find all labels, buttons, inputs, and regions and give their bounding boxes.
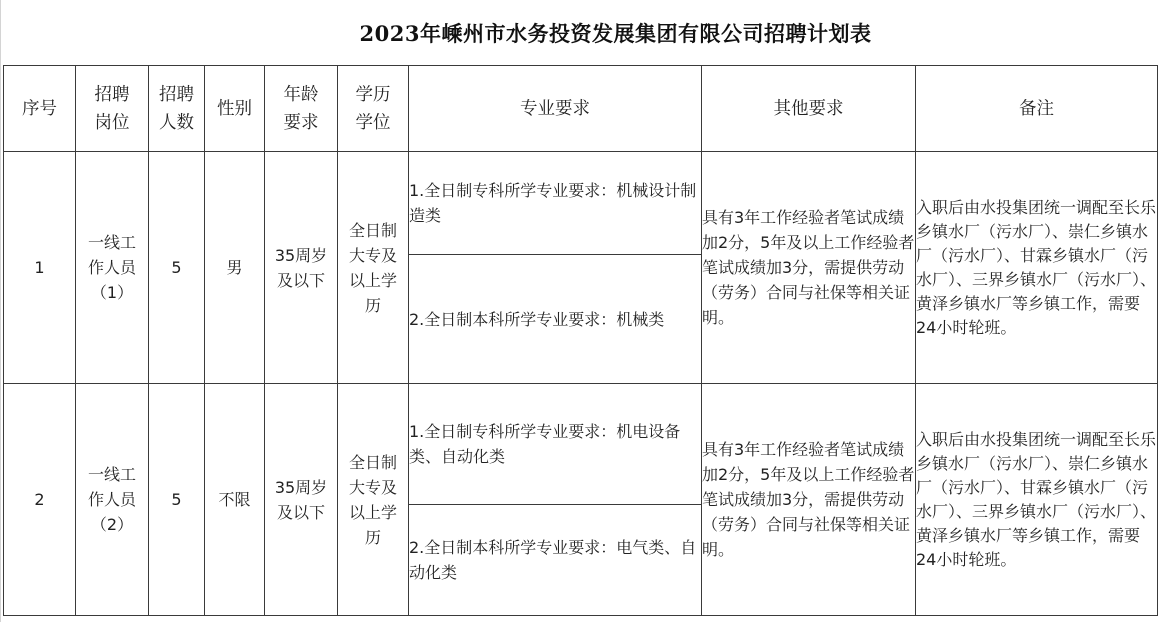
header-other: 其他要求 [702, 66, 916, 152]
header-seq: 序号 [4, 66, 76, 152]
header-notes: 备注 [916, 66, 1158, 152]
row-gender: 男 [205, 152, 265, 384]
row-other: 具有3年工作经验者笔试成绩加2分，5年及以上工作经验者笔试成绩加3分，需提供劳动（劳务）合同与社保等相关证明。 [702, 152, 916, 384]
table-row [4, 152, 1158, 255]
title-row [0, 0, 1161, 65]
row-count: 5 [149, 152, 205, 384]
row-count: 5 [149, 384, 205, 616]
row-major-1: 1.全日制专科所学专业要求：机械设计制造类 [409, 152, 702, 255]
header-major: 专业要求 [409, 66, 702, 152]
row-notes: 入职后由水投集团统一调配至长乐乡镇水厂（污水厂）、崇仁乡镇水厂（污水厂）、甘霖乡镇水厂（污水厂）、三界乡镇水厂（污水厂）、黄泽乡镇水厂等乡镇工作，需要24小时轮班。 [916, 152, 1158, 384]
header-row [4, 66, 1158, 152]
row-age: 35周岁 及以下 [265, 152, 338, 384]
row-major-1: 1.全日制专科所学专业要求：机电设备类、自动化类 [409, 384, 702, 505]
table-row [4, 384, 1158, 505]
page-title: 2023年嵊州市水务投资发展集团有限公司招聘计划表 [359, 20, 872, 46]
row-notes: 入职后由水投集团统一调配至长乐乡镇水厂（污水厂）、崇仁乡镇水厂（污水厂）、甘霖乡镇水厂（污水厂）、三界乡镇水厂（污水厂）、黄泽乡镇水厂等乡镇工作，需要24小时轮班。 [916, 384, 1158, 616]
row-major-2: 2.全日制本科所学专业要求：机械类 [409, 255, 702, 384]
row-position: 一线工 作人员 （2） [76, 384, 149, 616]
row-major-2: 2.全日制本科所学专业要求：电气类、自动化类 [409, 505, 702, 616]
header-position: 招聘 岗位 [76, 66, 149, 152]
header-education: 学历 学位 [338, 66, 409, 152]
row-education: 全日制 大专及 以上学 历 [338, 152, 409, 384]
header-count: 招聘 人数 [149, 66, 205, 152]
header-age: 年龄 要求 [265, 66, 338, 152]
sheet-gridline [0, 0, 1, 622]
row-position: 一线工 作人员 （1） [76, 152, 149, 384]
recruitment-plan-table [3, 65, 1158, 616]
row-other: 具有3年工作经验者笔试成绩加2分，5年及以上工作经验者笔试成绩加3分，需提供劳动（劳务）合同与社保等相关证明。 [702, 384, 916, 616]
row-seq: 1 [4, 152, 76, 384]
row-age: 35周岁 及以下 [265, 384, 338, 616]
header-gender: 性别 [205, 66, 265, 152]
row-gender: 不限 [205, 384, 265, 616]
row-education: 全日制 大专及 以上学 历 [338, 384, 409, 616]
row-seq: 2 [4, 384, 76, 616]
